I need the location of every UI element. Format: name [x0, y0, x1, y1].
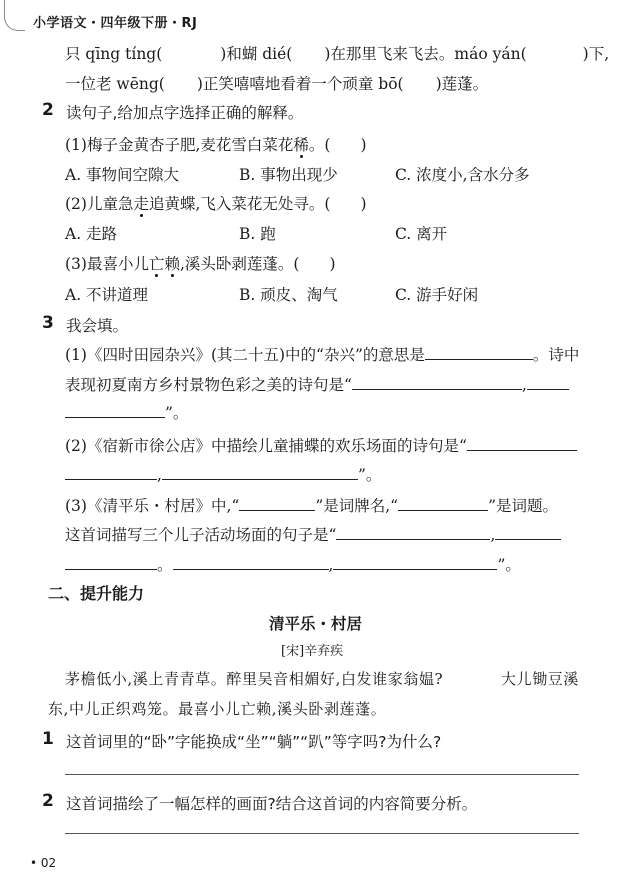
text-segment: )正笑嘻嘻地看着一个顽童 bō(	[196, 75, 404, 93]
answer-blank[interactable]	[352, 375, 522, 390]
option-c: C. 离开	[395, 225, 448, 243]
fill-line-1c	[65, 401, 188, 423]
question-text: 这首词描绘了一幅怎样的画面?结合这首词的内容简要分析。	[66, 795, 478, 813]
option-c: C. 游手好闲	[395, 286, 479, 304]
text-segment: ”是词牌名,“	[315, 497, 399, 515]
text-segment: (2)《宿新市徐公店》中描绘儿童捕蝶的欢乐场面的诗句是“	[65, 437, 467, 455]
sentence-3	[65, 252, 336, 274]
option-b: B. 跑	[239, 225, 276, 243]
text-segment: ,溪头卧剥莲蓬。(	[180, 255, 300, 273]
poem-line-2: 东,中儿正织鸡笼。最喜小儿亡赖,溪头卧剥莲蓬。	[48, 700, 387, 718]
answer-blank[interactable]	[398, 496, 488, 511]
answer-blank[interactable]	[65, 465, 157, 480]
pinyin-line-2	[65, 72, 488, 94]
option-c: C. 浓度小,含水分多	[395, 166, 530, 184]
text-segment: )	[360, 195, 367, 213]
text-segment: )	[329, 255, 336, 273]
question-number: 1	[42, 729, 54, 749]
answer-blank[interactable]	[65, 403, 165, 418]
question-text: 这首词里的“卧”字能换成“坐”“躺”“趴”等字吗?为什么?	[66, 733, 442, 751]
question-number: 3	[42, 313, 54, 333]
text-segment: )在那里飞来飞去。máo yán(	[324, 45, 527, 63]
question-title: 读句子,给加点字选择正确的解释。	[66, 104, 304, 122]
poem-title: 清平乐・村居	[269, 615, 363, 633]
sentence-1	[65, 133, 367, 155]
text-segment: 。	[157, 556, 173, 574]
text-segment: 。诗中	[532, 346, 580, 364]
answer-blank[interactable]	[336, 525, 490, 540]
fill-line-3a	[65, 494, 558, 516]
question-number: 2	[42, 791, 54, 811]
header-title: 小学语文・四年级下册・RJ	[33, 16, 198, 31]
answer-blank[interactable]	[425, 345, 533, 360]
text-segment: (3)最喜小儿	[65, 255, 149, 273]
text-segment: ”。	[497, 556, 521, 574]
poem-line-1	[65, 668, 443, 689]
fill-line-2b	[65, 463, 381, 485]
fill-line-3b	[65, 523, 561, 545]
section-title: 二、提升能力	[48, 584, 145, 603]
text-segment: ,	[521, 376, 527, 394]
text-segment: 表现初夏南方乡村景物色彩之美的诗句是“	[65, 376, 352, 394]
text-segment: 这首词描写三个儿子活动场面的句子是“	[65, 526, 337, 544]
text-segment: ,	[157, 466, 162, 484]
answer-blank[interactable]	[467, 436, 577, 451]
answer-blank[interactable]	[162, 465, 358, 480]
question-number: 2	[42, 100, 54, 120]
text-segment: ”是词题。	[488, 497, 559, 515]
text-segment: )莲蓬。	[435, 75, 489, 93]
text-segment: (1)梅子金黄杏子肥,麦花雪白菜花	[65, 136, 294, 154]
text-segment: ,	[490, 526, 496, 544]
answer-blank[interactable]	[333, 555, 497, 570]
dotted-char: 亡	[148, 255, 165, 273]
text-segment: )	[360, 136, 367, 154]
answer-line[interactable]	[65, 833, 579, 834]
answer-blank[interactable]	[527, 375, 569, 390]
text-segment: (1)《四时田园杂兴》(其二十五)中的“杂兴”的意思是	[65, 346, 425, 364]
option-a: A. 走路	[65, 225, 118, 243]
fill-line-2a	[65, 434, 577, 456]
option-b: B. 事物出现少	[239, 166, 338, 184]
header-corner-mark	[4, 0, 25, 31]
page-number: • 02	[30, 856, 57, 870]
dotted-char: 走	[133, 195, 149, 213]
text-segment: )下,	[582, 45, 610, 63]
text-segment: ”。	[165, 404, 189, 422]
text-segment: ,	[328, 556, 334, 574]
fill-line-3c	[65, 553, 521, 575]
dotted-char: 稀	[293, 136, 309, 154]
answer-line[interactable]	[65, 774, 579, 775]
option-b: B. 顽皮、淘气	[239, 286, 338, 304]
text-segment: 一位老 wēng(	[65, 75, 165, 93]
text-segment: 。(	[308, 136, 331, 154]
answer-blank[interactable]	[65, 555, 157, 570]
poem-author: [宋]辛弃疾	[281, 644, 344, 659]
fill-line-1b	[65, 373, 569, 395]
answer-blank[interactable]	[495, 525, 561, 540]
text-segment: 追黄蝶,飞入菜花无处寻。(	[148, 195, 331, 213]
text-segment: ”。	[357, 466, 382, 484]
text-segment: (3)《清平乐・村居》中,“	[65, 497, 240, 515]
sentence-2	[65, 192, 367, 214]
option-a: A. 事物间空隙大	[65, 166, 180, 184]
fill-line-1a	[65, 343, 579, 365]
option-a: A. 不讲道理	[65, 286, 149, 304]
text-segment: 茅檐低小,溪上青青草。醉里吴音相媚好,白发谁家翁媪?	[65, 670, 444, 688]
text-segment: (2)儿童急	[65, 195, 134, 213]
text-segment: 只 qīng tíng(	[65, 45, 163, 63]
pinyin-line-1	[65, 42, 609, 64]
text-segment: )和蝴 dié(	[220, 45, 293, 63]
answer-blank[interactable]	[239, 496, 315, 511]
question-title: 我会填。	[66, 317, 129, 335]
answer-blank[interactable]	[173, 555, 329, 570]
poem-line-1-end: 大儿锄豆溪	[501, 670, 580, 688]
dotted-char: 赖	[164, 255, 180, 273]
